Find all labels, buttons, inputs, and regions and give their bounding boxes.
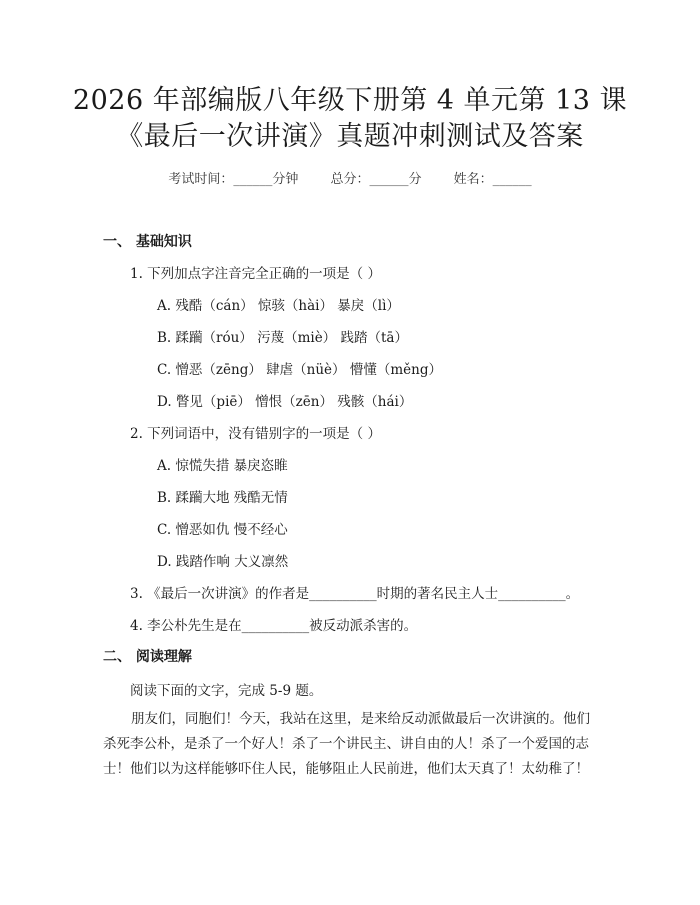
reading-instruction: 阅读下面的文字，完成 5-9 题。 [130,683,323,699]
question-4: 4. 李公朴先生是在__________被反动派杀害的。 [130,618,418,634]
question-2-option-c: C. 憎恶如仇 慢不经心 [157,522,288,538]
question-2-option-a: A. 惊慌失措 暴戾恣睢 [157,458,288,474]
question-1-option-c: C. 憎恶（zēng） 肆虐（nüè） 懵懂（měng） [157,362,442,378]
question-1-option-d: D. 瞥见（piē） 憎恨（zēn） 残骸（hái） [157,394,413,410]
exam-time-field: 考试时间：______分钟 [168,172,299,187]
section1-heading: 一、 基础知识 [103,234,192,250]
question-1-option-a: A. 残酷（cán） 惊骇（hài） 暴戾（lì） [157,298,400,314]
question-3: 3. 《最后一次讲演》的作者是__________时期的著名民主人士__________。 [130,586,580,602]
question-2-option-d: D. 践踏作响 大义凛然 [157,554,289,570]
exam-meta [0,168,700,187]
total-score-field: 总分：______分 [330,172,422,187]
page-title-line1: 2026 年部编版八年级下册第 4 单元第 13 课 [72,85,628,116]
page-title-line2: 《最后一次讲演》真题冲刺测试及答案 [116,121,584,152]
name-field: 姓名：______ [453,172,532,187]
reading-passage: 朋友们，同胞们！今天，我站在这里，是来给反动派做最后一次讲演的。他们杀死李公朴，是杀了一个好人！杀了一个讲民主、讲自由的人！杀了一个爱国的志士！他们以为这样能够吓住人民，能够阻止人民前进，他们太天真了！太幼稚了！ [103,711,590,777]
question-2-stem: 2. 下列词语中，没有错别字的一项是（ ） [130,426,381,442]
question-1-option-b: B. 蹂躏（róu） 污蔑（miè） 践踏（tā） [157,330,408,346]
question-1-stem: 1. 下列加点字注音完全正确的一项是（ ） [130,266,381,282]
section2-heading: 二、 阅读理解 [103,649,192,665]
question-2-option-b: B. 蹂躏大地 残酷无情 [157,490,288,506]
